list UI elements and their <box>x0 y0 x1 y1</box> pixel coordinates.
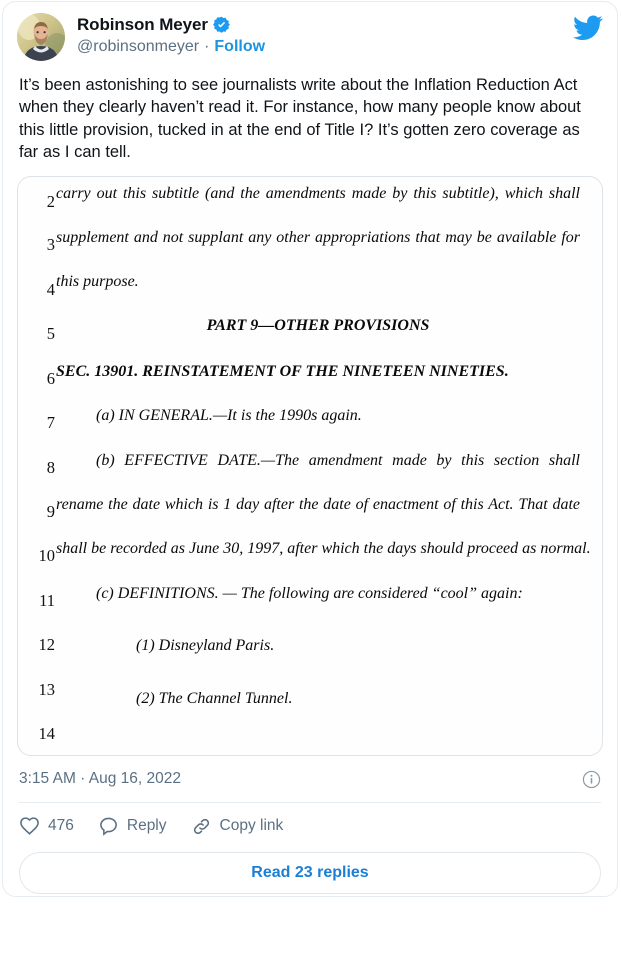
comment-icon <box>98 816 119 837</box>
author-handle[interactable]: @robinsonmeyer <box>77 38 200 56</box>
like-button[interactable] <box>19 816 74 837</box>
bill-line-number: 12 <box>38 634 55 654</box>
bill-line-number: 11 <box>39 590 55 610</box>
bill-text-line: supplement and not supplant any other appropriations that may be available for <box>56 228 580 246</box>
avatar[interactable] <box>17 13 65 61</box>
follow-button[interactable]: Follow <box>214 38 266 56</box>
bill-line-number: 13 <box>38 679 55 699</box>
bill-text-line: carry out this subtitle (and the amendments made by this subtitle), which shall <box>56 184 580 202</box>
bill-section-title: SEC. 13901. REINSTATEMENT OF THE NINETEEN NINETIES. <box>56 362 509 380</box>
display-name-row <box>77 14 573 35</box>
bill-text-line: (b) EFFECTIVE DATE.—The amendment made by this section shall <box>96 451 580 469</box>
bill-section-heading: PART 9—OTHER PROVISIONS <box>206 316 430 334</box>
tweet-body-text: It’s been astonishing to see journalists write about the Inflation Reduction Act when they clearly haven’t read it. For instance, how many people know about this little provision, tucked in at the end of Title I? It’s gotten zero coverage as far as I can tell. <box>19 76 581 162</box>
separator-dot: · <box>204 38 210 56</box>
bill-text-line: (2) The Channel Tunnel. <box>136 689 293 707</box>
bill-line-number: 2 <box>46 191 55 211</box>
bill-line-number: 7 <box>46 412 55 432</box>
bill-text-line: rename the date which is 1 day after the date of enactment of this Act. That date <box>56 495 580 513</box>
bill-line-number: 4 <box>46 279 55 299</box>
copy-link-label: Copy link <box>219 817 284 835</box>
copy-link-button[interactable] <box>191 816 284 837</box>
verified-badge-icon <box>213 16 230 33</box>
bill-text-line: (a) IN GENERAL.—It is the 1990s again. <box>96 406 362 424</box>
reply-label: Reply <box>126 817 167 835</box>
bill-text-line: shall be recorded as June 30, 1997, after which the days should proceed as normal. <box>56 539 591 557</box>
bill-text-image[interactable] <box>17 176 603 756</box>
twitter-bird-icon[interactable] <box>573 13 603 41</box>
bill-text-line: this purpose. <box>56 272 139 290</box>
bill-text-line: (c) DEFINITIONS. — The following are considered “cool” again: <box>96 584 523 602</box>
bill-line-number: 3 <box>46 234 55 254</box>
handle-row <box>77 37 573 58</box>
bill-text-line: (1) Disneyland Paris. <box>136 636 275 654</box>
bill-line-number: 5 <box>46 323 55 343</box>
like-count: 476 <box>48 817 74 835</box>
bill-line-number: 8 <box>46 457 55 477</box>
tweet-card <box>2 1 618 897</box>
bill-image-content <box>18 177 602 755</box>
bill-line-number: 9 <box>46 501 55 521</box>
tweet-timestamp: 3:15 AM · Aug 16, 2022 <box>19 770 182 788</box>
display-name[interactable]: Robinson Meyer <box>77 15 208 34</box>
bill-line-number: 6 <box>46 368 55 388</box>
read-replies-button[interactable]: Read 23 replies <box>19 852 601 894</box>
info-circle-icon[interactable] <box>582 770 601 789</box>
tweet-meta-row <box>3 756 617 802</box>
author-identity <box>77 13 573 58</box>
bill-line-number: 10 <box>38 545 55 565</box>
heart-icon <box>19 816 40 837</box>
tweet-header <box>3 2 617 61</box>
bill-line-number: 14 <box>38 723 55 743</box>
tweet-actions <box>3 803 617 848</box>
reply-button[interactable] <box>98 816 167 837</box>
link-icon <box>191 816 212 837</box>
